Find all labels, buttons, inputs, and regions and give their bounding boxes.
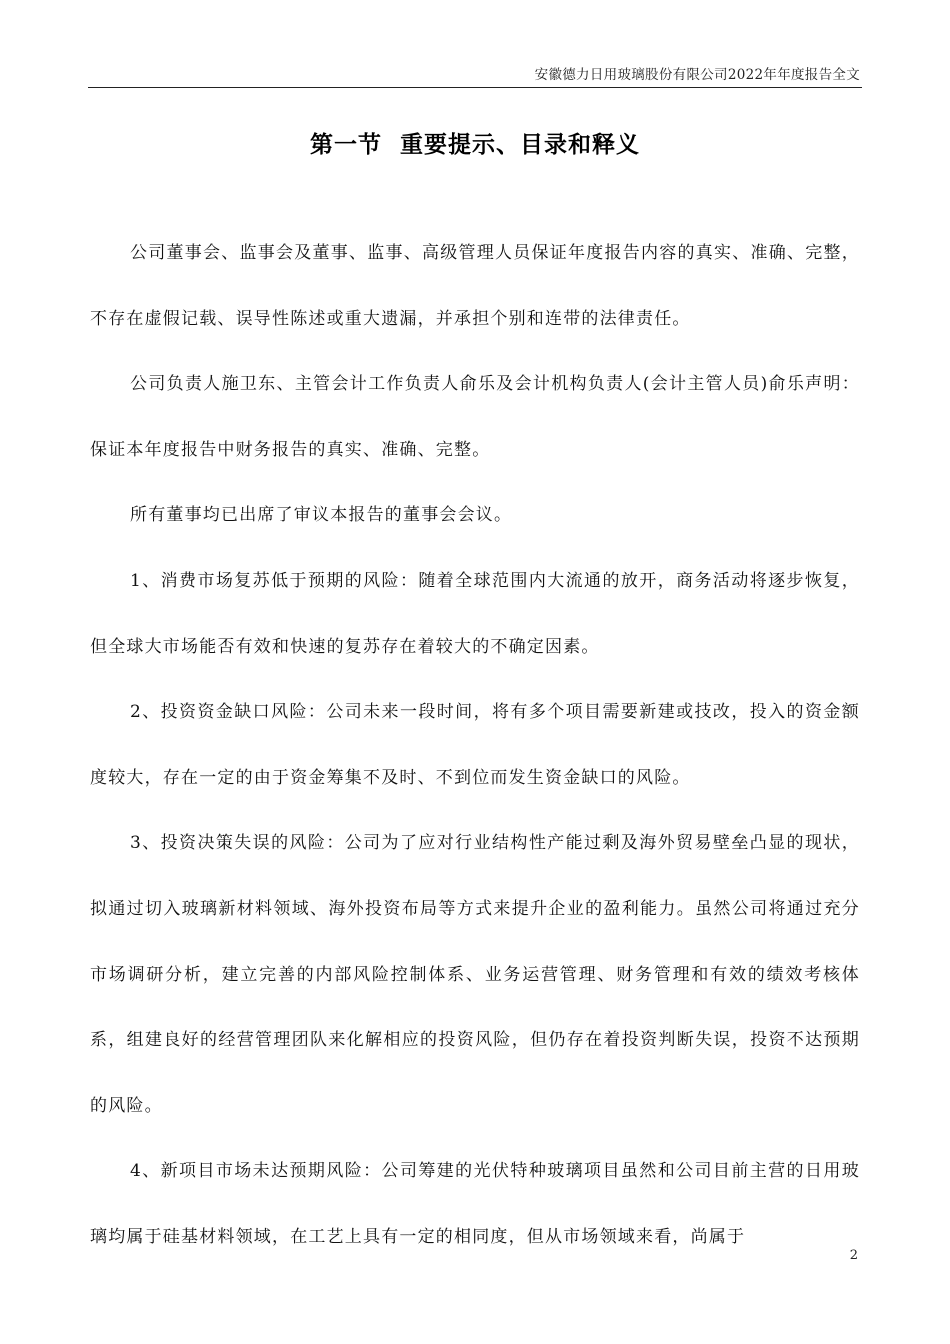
header-divider [88,87,862,88]
body-content [90,221,860,1271]
paragraph-risk-4: 4、新项目市场未达预期风险：公司筹建的光伏特种玻璃项目虽然和公司目前主营的日用玻璃均属于硅基材料领域，在工艺上具有一定的相同度，但从市场领域来看，尚属于 [90,1161,860,1247]
paragraph-board-guarantee: 公司董事会、监事会及董事、监事、高级管理人员保证年度报告内容的真实、准确、完整，不存在虚假记载、误导性陈述或重大遗漏，并承担个别和连带的法律责任。 [90,243,860,329]
paragraph-attendance: 所有董事均已出席了审议本报告的董事会会议。 [130,505,513,526]
running-header: 安徽德力日用玻璃股份有限公司2022年年度报告全文 [534,67,860,83]
section-title: 第一节 重要提示、目录和释义 [309,132,640,158]
paragraph-risk-3: 3、投资决策失误的风险：公司为了应对行业结构性产能过剩及海外贸易壁垒凸显的现状，拟通过切入玻璃新材料领域、海外投资布局等方式来提升企业的盈利能力。虽然公司将通过充分市场调研分析，建立完善的内部风险控制体系、业务运营管理、财务管理和有效的绩效考核体系，组建良好的经营管理团队来化解相应的投资风险，但仍存在着投资判断失误，投资不达预期的风险。 [90,833,860,1116]
paragraph-responsible-persons: 公司负责人施卫东、主管会计工作负责人俞乐及会计机构负责人(会计主管人员)俞乐声明：保证本年度报告中财务报告的真实、准确、完整。 [90,374,860,460]
paragraph-risk-1: 1、消费市场复苏低于预期的风险：随着全球范围内大流通的放开，商务活动将逐步恢复，但全球大市场能否有效和快速的复苏存在着较大的不确定因素。 [90,570,860,657]
page-number: 2 [849,1248,858,1263]
paragraph-risk-2: 2、投资资金缺口风险：公司未来一段时间，将有多个项目需要新建或技改，投入的资金额度较大，存在一定的由于资金筹集不及时、不到位而发生资金缺口的风险。 [90,702,860,788]
